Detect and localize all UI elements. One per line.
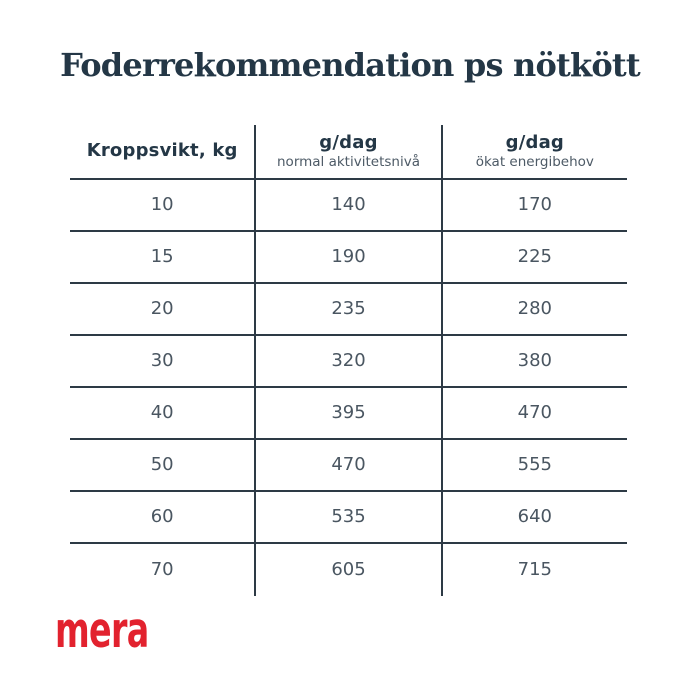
mera-logo: mera (55, 602, 149, 659)
table-row (70, 336, 627, 388)
cell-increased-energy: 715 (441, 544, 627, 596)
cell-normal-activity: 535 (254, 492, 440, 542)
cell-increased-energy: 280 (441, 284, 627, 334)
cell-normal-activity: 395 (254, 388, 440, 438)
table-row (70, 440, 627, 492)
column-header-increased-energy (441, 125, 627, 178)
column-header-increased-energy-label: g/dag (505, 131, 564, 153)
cell-normal-activity: 140 (254, 180, 440, 230)
cell-normal-activity: 320 (254, 336, 440, 386)
page-title: Foderrekommendation ps nötkött (60, 46, 640, 84)
table-row (70, 284, 627, 336)
cell-bodyweight: 60 (150, 505, 174, 527)
cell-bodyweight: 20 (150, 297, 174, 319)
column-header-bodyweight-label: Kroppsvikt, kg (86, 140, 238, 162)
cell-normal-activity: 470 (254, 440, 440, 490)
cell-increased-energy: 555 (441, 440, 627, 490)
cell-bodyweight: 40 (150, 401, 174, 423)
column-header-normal-activity-sublabel: normal aktivitetsnivå (277, 153, 420, 170)
column-header-bodyweight (70, 125, 254, 178)
cell-bodyweight: 50 (150, 453, 174, 475)
cell-normal-activity: 605 (254, 544, 440, 596)
table-row (70, 492, 627, 544)
table-row (70, 544, 627, 596)
feeding-recommendation-table (70, 125, 627, 596)
column-header-normal-activity-label: g/dag (319, 131, 378, 153)
table-row (70, 388, 627, 440)
cell-normal-activity: 190 (254, 232, 440, 282)
cell-increased-energy: 170 (441, 180, 627, 230)
table-row (70, 180, 627, 232)
table-header-row (70, 125, 627, 180)
table-row (70, 232, 627, 284)
cell-increased-energy: 380 (441, 336, 627, 386)
column-header-normal-activity (254, 125, 440, 178)
column-header-increased-energy-sublabel: ökat energibehov (475, 153, 594, 170)
cell-normal-activity: 235 (254, 284, 440, 334)
cell-increased-energy: 640 (441, 492, 627, 542)
cell-bodyweight: 70 (150, 558, 174, 580)
cell-bodyweight: 10 (150, 193, 174, 215)
cell-increased-energy: 470 (441, 388, 627, 438)
cell-bodyweight: 15 (150, 245, 174, 267)
cell-bodyweight: 30 (150, 349, 174, 371)
cell-increased-energy: 225 (441, 232, 627, 282)
